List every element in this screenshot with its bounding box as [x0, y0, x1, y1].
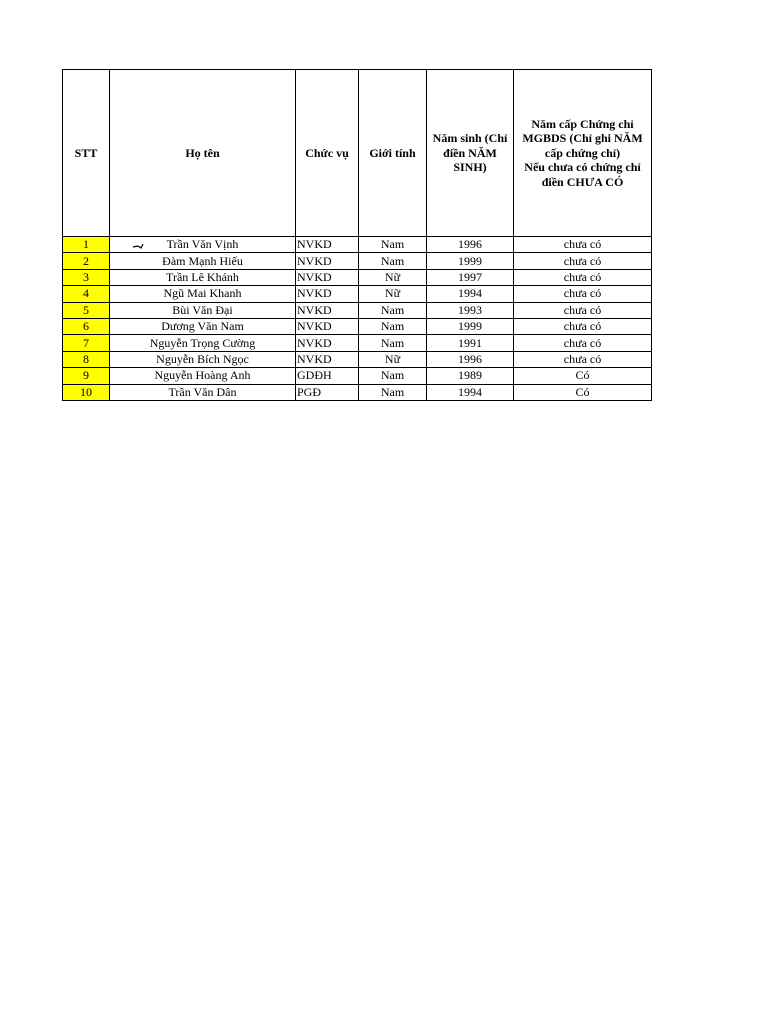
cell-birth-year[interactable]: 1994	[427, 384, 514, 400]
cell-name[interactable]: Đàm Mạnh Hiếu	[110, 253, 296, 269]
cell-role[interactable]: NVKD	[296, 318, 359, 334]
cell-role[interactable]: NVKD	[296, 351, 359, 367]
cell-stt[interactable]: 4	[63, 286, 110, 302]
cell-role[interactable]: NVKD	[296, 237, 359, 253]
header-name[interactable]: Họ tên	[110, 70, 296, 237]
cell-certificate[interactable]: chưa có	[514, 351, 652, 367]
cell-gender[interactable]: Nam	[359, 318, 427, 334]
cell-certificate[interactable]: chưa có	[514, 302, 652, 318]
cell-gender[interactable]: Nam	[359, 335, 427, 351]
cell-stt[interactable]: 1	[63, 237, 110, 253]
cell-birth-year[interactable]: 1999	[427, 318, 514, 334]
cell-certificate[interactable]: chưa có	[514, 286, 652, 302]
table-row	[63, 384, 652, 400]
header-certificate-line: cấp chứng chỉ)	[544, 145, 621, 160]
cell-gender[interactable]: Nam	[359, 302, 427, 318]
cell-name[interactable]: Ngũ Mai Khanh	[110, 286, 296, 302]
cell-name[interactable]: Nguyễn Hoàng Anh	[110, 368, 296, 384]
cell-role[interactable]: NVKD	[296, 253, 359, 269]
header-certificate-line: điền CHƯA CÓ	[541, 174, 624, 189]
cell-gender[interactable]: Nữ	[359, 269, 427, 285]
cell-birth-year[interactable]: 1996	[427, 237, 514, 253]
cell-name[interactable]: Trần Văn Dân	[110, 384, 296, 400]
cell-stt[interactable]: 3	[63, 269, 110, 285]
cell-stt[interactable]: 8	[63, 351, 110, 367]
cell-birth-year[interactable]: 1997	[427, 269, 514, 285]
cell-certificate[interactable]: chưa có	[514, 335, 652, 351]
cell-certificate[interactable]: chưa có	[514, 269, 652, 285]
table-row	[63, 286, 652, 302]
cell-birth-year[interactable]: 1989	[427, 368, 514, 384]
table-row	[63, 269, 652, 285]
cell-name[interactable]: Trần Văn Vịnh	[110, 237, 296, 253]
cell-role[interactable]: NVKD	[296, 302, 359, 318]
table-row	[63, 351, 652, 367]
cell-role[interactable]: GDĐH	[296, 368, 359, 384]
cell-name[interactable]: Nguyễn Trọng Cường	[110, 335, 296, 351]
cell-stt[interactable]: 6	[63, 318, 110, 334]
table-row	[63, 318, 652, 334]
table-row	[63, 335, 652, 351]
header-certificate-line: Nếu chưa có chứng chỉ	[524, 160, 641, 175]
cell-birth-year[interactable]: 1993	[427, 302, 514, 318]
cell-gender[interactable]: Nam	[359, 384, 427, 400]
cell-name[interactable]: Nguyễn Bích Ngọc	[110, 351, 296, 367]
table-body	[63, 237, 652, 401]
cell-stt[interactable]: 2	[63, 253, 110, 269]
table-row	[63, 253, 652, 269]
header-gender[interactable]: Giới tính	[359, 70, 427, 237]
header-stt[interactable]: STT	[63, 70, 110, 237]
header-certificate-line: MGBDS (Chỉ ghi NĂM	[522, 131, 643, 146]
header-certificate-line: Năm cấp Chứng chỉ	[531, 117, 634, 132]
cell-role[interactable]: PGĐ	[296, 384, 359, 400]
cell-stt[interactable]: 7	[63, 335, 110, 351]
cell-certificate[interactable]: chưa có	[514, 237, 652, 253]
cell-gender[interactable]: Nam	[359, 237, 427, 253]
table-row	[63, 237, 652, 253]
header-certificate-year[interactable]	[514, 70, 652, 237]
cell-birth-year[interactable]: 1994	[427, 286, 514, 302]
employee-table	[62, 69, 652, 401]
cell-birth-year[interactable]: 1996	[427, 351, 514, 367]
cell-name[interactable]: Trần Lê Khánh	[110, 269, 296, 285]
header-role[interactable]: Chức vụ	[296, 70, 359, 237]
cell-role[interactable]: NVKD	[296, 286, 359, 302]
cell-certificate[interactable]: Có	[514, 384, 652, 400]
cell-birth-year[interactable]: 1999	[427, 253, 514, 269]
cell-role[interactable]: NVKD	[296, 335, 359, 351]
header-row	[63, 70, 652, 237]
table-row	[63, 368, 652, 384]
cell-certificate[interactable]: Có	[514, 368, 652, 384]
cell-name[interactable]: Bùi Văn Đại	[110, 302, 296, 318]
cell-stt[interactable]: 5	[63, 302, 110, 318]
cell-gender[interactable]: Nữ	[359, 286, 427, 302]
table-header	[63, 70, 652, 237]
cell-role[interactable]: NVKD	[296, 269, 359, 285]
cell-stt[interactable]: 10	[63, 384, 110, 400]
table-row	[63, 302, 652, 318]
cell-birth-year[interactable]: 1991	[427, 335, 514, 351]
cell-certificate[interactable]: chưa có	[514, 253, 652, 269]
cell-stt[interactable]: 9	[63, 368, 110, 384]
cell-gender[interactable]: Nữ	[359, 351, 427, 367]
header-birth-year[interactable]: Năm sinh (Chỉ điền NĂM SINH)	[427, 70, 514, 237]
cell-gender[interactable]: Nam	[359, 368, 427, 384]
cell-name[interactable]: Dương Văn Nam	[110, 318, 296, 334]
small-mark-icon	[132, 243, 144, 249]
cell-certificate[interactable]: chưa có	[514, 318, 652, 334]
cell-gender[interactable]: Nam	[359, 253, 427, 269]
